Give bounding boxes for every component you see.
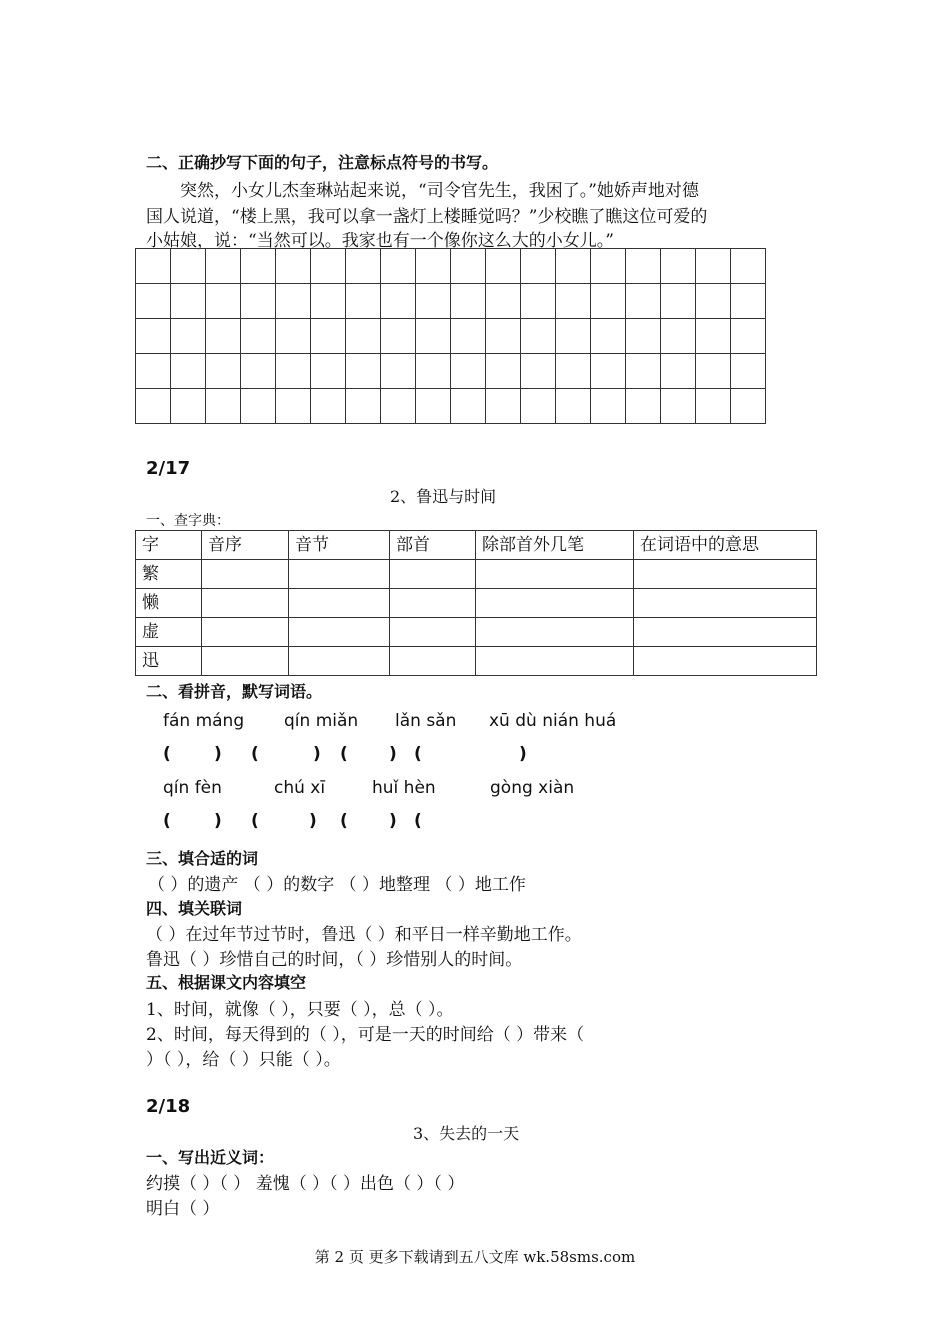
answer-paren-open: (: [163, 744, 171, 764]
grid-cell[interactable]: [311, 319, 346, 354]
dict-blank[interactable]: [390, 560, 476, 589]
grid-cell[interactable]: [661, 354, 696, 389]
dict-row: [136, 618, 817, 647]
date-2-17: 2/17: [146, 458, 191, 479]
grid-cell[interactable]: [451, 389, 486, 424]
grid-cell[interactable]: [311, 284, 346, 319]
fill-line: （ ）的遗产 （ ）的数字 （ ）地整理 （ ）地工作: [148, 875, 526, 895]
grid-cell[interactable]: [556, 319, 591, 354]
grid-cell[interactable]: [276, 389, 311, 424]
grid-cell[interactable]: [591, 284, 626, 319]
dict-blank[interactable]: [476, 618, 634, 647]
dict-blank[interactable]: [390, 618, 476, 647]
text-fill-heading: 五、根据课文内容填空: [146, 973, 307, 992]
grid-cell[interactable]: [556, 354, 591, 389]
dict-blank[interactable]: [476, 560, 634, 589]
dict-blank[interactable]: [289, 618, 390, 647]
passage-line-3: 小姑娘，说：“当然可以。我家也有一个像你这么大的小女儿。”: [146, 231, 614, 251]
grid-cell[interactable]: [381, 249, 416, 284]
dict-header-cell: 音节: [289, 531, 390, 560]
grid-cell[interactable]: [556, 249, 591, 284]
fill-heading: 三、填合适的词: [146, 849, 259, 868]
dict-row: [136, 560, 817, 589]
synonym-heading: 一、写出近义词：: [146, 1148, 275, 1167]
grid-cell[interactable]: [486, 319, 521, 354]
dict-blank[interactable]: [476, 589, 634, 618]
grid-cell[interactable]: [346, 284, 381, 319]
lesson-2-title: 2、鲁迅与时间: [390, 487, 497, 506]
grid-cell[interactable]: [451, 319, 486, 354]
dict-row: [136, 647, 817, 676]
grid-cell[interactable]: [136, 319, 171, 354]
grid-cell[interactable]: [556, 284, 591, 319]
grid-cell[interactable]: [276, 284, 311, 319]
dictionary-table: [135, 530, 817, 676]
grid-cell[interactable]: [521, 249, 556, 284]
conj-heading: 四、填关联词: [146, 899, 243, 918]
grid-cell[interactable]: [661, 284, 696, 319]
grid-cell[interactable]: [626, 389, 661, 424]
grid-cell[interactable]: [731, 249, 766, 284]
pinyin-heading: 二、看拼音，默写词语。: [146, 682, 323, 701]
pinyin-word: qín miǎn: [284, 711, 359, 731]
grid-cell[interactable]: [451, 354, 486, 389]
grid-cell[interactable]: [416, 389, 451, 424]
grid-cell[interactable]: [486, 354, 521, 389]
grid-cell[interactable]: [486, 389, 521, 424]
synonym-line-1: 约摸（ ）（ ） 羞愧（ ）（ ）出色（ ）（ ）: [146, 1174, 465, 1194]
dict-header-cell: 除部首外几笔: [476, 531, 634, 560]
grid-cell[interactable]: [171, 389, 206, 424]
grid-cell[interactable]: [521, 354, 556, 389]
grid-cell[interactable]: [626, 284, 661, 319]
grid-cell[interactable]: [171, 249, 206, 284]
grid-cell[interactable]: [276, 249, 311, 284]
grid-row: [136, 319, 766, 354]
grid-cell[interactable]: [626, 249, 661, 284]
grid-cell[interactable]: [206, 319, 241, 354]
synonym-line-2: 明白（ ）: [146, 1199, 220, 1219]
text-fill-line-3: ）（ ），给（ ）只能（ ）。: [146, 1050, 341, 1070]
grid-row: [136, 354, 766, 389]
date-2-18: 2/18: [146, 1096, 191, 1117]
grid-cell[interactable]: [206, 284, 241, 319]
grid-cell[interactable]: [521, 319, 556, 354]
grid-cell[interactable]: [486, 284, 521, 319]
grid-cell[interactable]: [416, 354, 451, 389]
grid-cell[interactable]: [346, 354, 381, 389]
dict-char: 迅: [136, 647, 202, 676]
dict-blank[interactable]: [202, 589, 289, 618]
answer-paren-open: (: [251, 744, 259, 764]
lesson-3-title: 3、失去的一天: [413, 1124, 520, 1143]
writing-grid: [135, 248, 766, 424]
grid-cell[interactable]: [241, 389, 276, 424]
grid-cell[interactable]: [206, 249, 241, 284]
dict-blank[interactable]: [476, 647, 634, 676]
grid-cell[interactable]: [731, 354, 766, 389]
dict-blank[interactable]: [289, 589, 390, 618]
dict-blank[interactable]: [289, 647, 390, 676]
pinyin-word: gòng xiàn: [490, 778, 575, 798]
dict-blank[interactable]: [634, 560, 817, 589]
grid-cell[interactable]: [241, 284, 276, 319]
dict-blank[interactable]: [634, 618, 817, 647]
dict-blank[interactable]: [202, 647, 289, 676]
answer-paren-close: ): [214, 744, 222, 764]
grid-cell[interactable]: [311, 389, 346, 424]
pinyin-word: xū dù nián huá: [489, 711, 617, 731]
answer-paren-close: ): [389, 811, 397, 831]
grid-cell[interactable]: [416, 284, 451, 319]
pinyin-word: lǎn sǎn: [395, 711, 457, 731]
grid-cell[interactable]: [626, 354, 661, 389]
copy-section-heading: 二、正确抄写下面的句子，注意标点符号的书写。: [146, 153, 499, 172]
answer-paren-open: (: [414, 811, 422, 831]
grid-cell[interactable]: [591, 354, 626, 389]
grid-cell[interactable]: [451, 284, 486, 319]
answer-paren-open: (: [163, 811, 171, 831]
grid-row: [136, 284, 766, 319]
answer-paren-open: (: [340, 744, 348, 764]
answer-paren-open: (: [414, 744, 422, 764]
grid-cell[interactable]: [206, 354, 241, 389]
grid-cell[interactable]: [346, 319, 381, 354]
answer-paren-close: ): [389, 744, 397, 764]
conj-line-2: 鲁迅（ ）珍惜自己的时间，（ ）珍惜别人的时间。: [146, 950, 523, 970]
answer-paren-open: (: [251, 811, 259, 831]
grid-cell[interactable]: [486, 249, 521, 284]
grid-cell[interactable]: [661, 249, 696, 284]
text-fill-line-1: 1、时间，就像（ ），只要（ ），总（ ）。: [146, 1000, 454, 1020]
grid-cell[interactable]: [591, 389, 626, 424]
dict-header-cell: 字: [136, 531, 202, 560]
grid-cell[interactable]: [136, 284, 171, 319]
grid-cell[interactable]: [136, 249, 171, 284]
passage-line-1: 突然，小女儿杰奎琳站起来说，“司令官先生，我困了。”她娇声地对德: [180, 181, 699, 201]
grid-cell[interactable]: [696, 284, 731, 319]
grid-cell[interactable]: [696, 319, 731, 354]
grid-cell[interactable]: [416, 319, 451, 354]
conj-line-1: （ ）在过年节过节时，鲁迅（ ）和平日一样辛勤地工作。: [146, 925, 582, 945]
dict-blank[interactable]: [634, 647, 817, 676]
dict-char: 繁: [136, 560, 202, 589]
pinyin-word: fán máng: [163, 711, 245, 731]
page-footer: 第 2 页 更多下载请到五八文库 wk.58sms.com: [314, 1248, 636, 1266]
dict-blank[interactable]: [634, 589, 817, 618]
grid-cell[interactable]: [311, 249, 346, 284]
grid-cell[interactable]: [451, 249, 486, 284]
dict-header-row: [136, 531, 817, 560]
dict-header-cell: 部首: [390, 531, 476, 560]
grid-cell[interactable]: [696, 354, 731, 389]
grid-cell[interactable]: [661, 389, 696, 424]
grid-cell[interactable]: [241, 354, 276, 389]
grid-cell[interactable]: [731, 284, 766, 319]
answer-paren-close: ): [214, 811, 222, 831]
dict-blank[interactable]: [390, 647, 476, 676]
grid-cell[interactable]: [661, 319, 696, 354]
grid-cell[interactable]: [696, 389, 731, 424]
grid-cell[interactable]: [591, 319, 626, 354]
dict-row: [136, 589, 817, 618]
grid-cell[interactable]: [381, 354, 416, 389]
grid-cell[interactable]: [521, 284, 556, 319]
grid-cell[interactable]: [521, 389, 556, 424]
grid-cell[interactable]: [696, 249, 731, 284]
grid-cell[interactable]: [136, 389, 171, 424]
grid-cell[interactable]: [416, 249, 451, 284]
grid-cell[interactable]: [171, 354, 206, 389]
grid-cell[interactable]: [346, 249, 381, 284]
answer-paren-close: ): [519, 744, 527, 764]
dict-char: 懒: [136, 589, 202, 618]
dict-blank[interactable]: [202, 618, 289, 647]
grid-cell[interactable]: [171, 319, 206, 354]
pinyin-word: huǐ hèn: [372, 778, 436, 798]
answer-paren-close: ): [309, 811, 317, 831]
grid-cell[interactable]: [381, 284, 416, 319]
grid-cell[interactable]: [731, 319, 766, 354]
pinyin-word: qín fèn: [163, 778, 222, 798]
grid-cell[interactable]: [556, 389, 591, 424]
grid-cell[interactable]: [206, 389, 241, 424]
dict-blank[interactable]: [390, 589, 476, 618]
grid-row: [136, 249, 766, 284]
grid-cell[interactable]: [731, 389, 766, 424]
pinyin-word: chú xī: [274, 778, 326, 798]
grid-cell[interactable]: [591, 249, 626, 284]
dict-blank[interactable]: [202, 560, 289, 589]
grid-cell[interactable]: [276, 354, 311, 389]
grid-cell[interactable]: [241, 319, 276, 354]
dict-char: 虚: [136, 618, 202, 647]
grid-cell[interactable]: [276, 319, 311, 354]
answer-paren-open: (: [340, 811, 348, 831]
passage-line-2: 国人说道，“楼上黑，我可以拿一盏灯上楼睡觉吗？”少校瞧了瞧这位可爱的: [146, 207, 708, 227]
grid-cell[interactable]: [381, 319, 416, 354]
dict-blank[interactable]: [289, 560, 390, 589]
grid-cell[interactable]: [171, 284, 206, 319]
text-fill-line-2: 2、时间，每天得到的（ ），可是一天的时间给（ ）带来（: [146, 1025, 585, 1045]
dict-header-cell: 在词语中的意思: [634, 531, 817, 560]
answer-paren-close: ): [313, 744, 321, 764]
grid-row: [136, 389, 766, 424]
grid-cell[interactable]: [241, 249, 276, 284]
dict-label: 一、查字典：: [146, 513, 230, 529]
grid-cell[interactable]: [311, 354, 346, 389]
dict-header-cell: 音序: [202, 531, 289, 560]
grid-cell[interactable]: [346, 389, 381, 424]
grid-cell[interactable]: [626, 319, 661, 354]
grid-cell[interactable]: [381, 389, 416, 424]
grid-cell[interactable]: [136, 354, 171, 389]
